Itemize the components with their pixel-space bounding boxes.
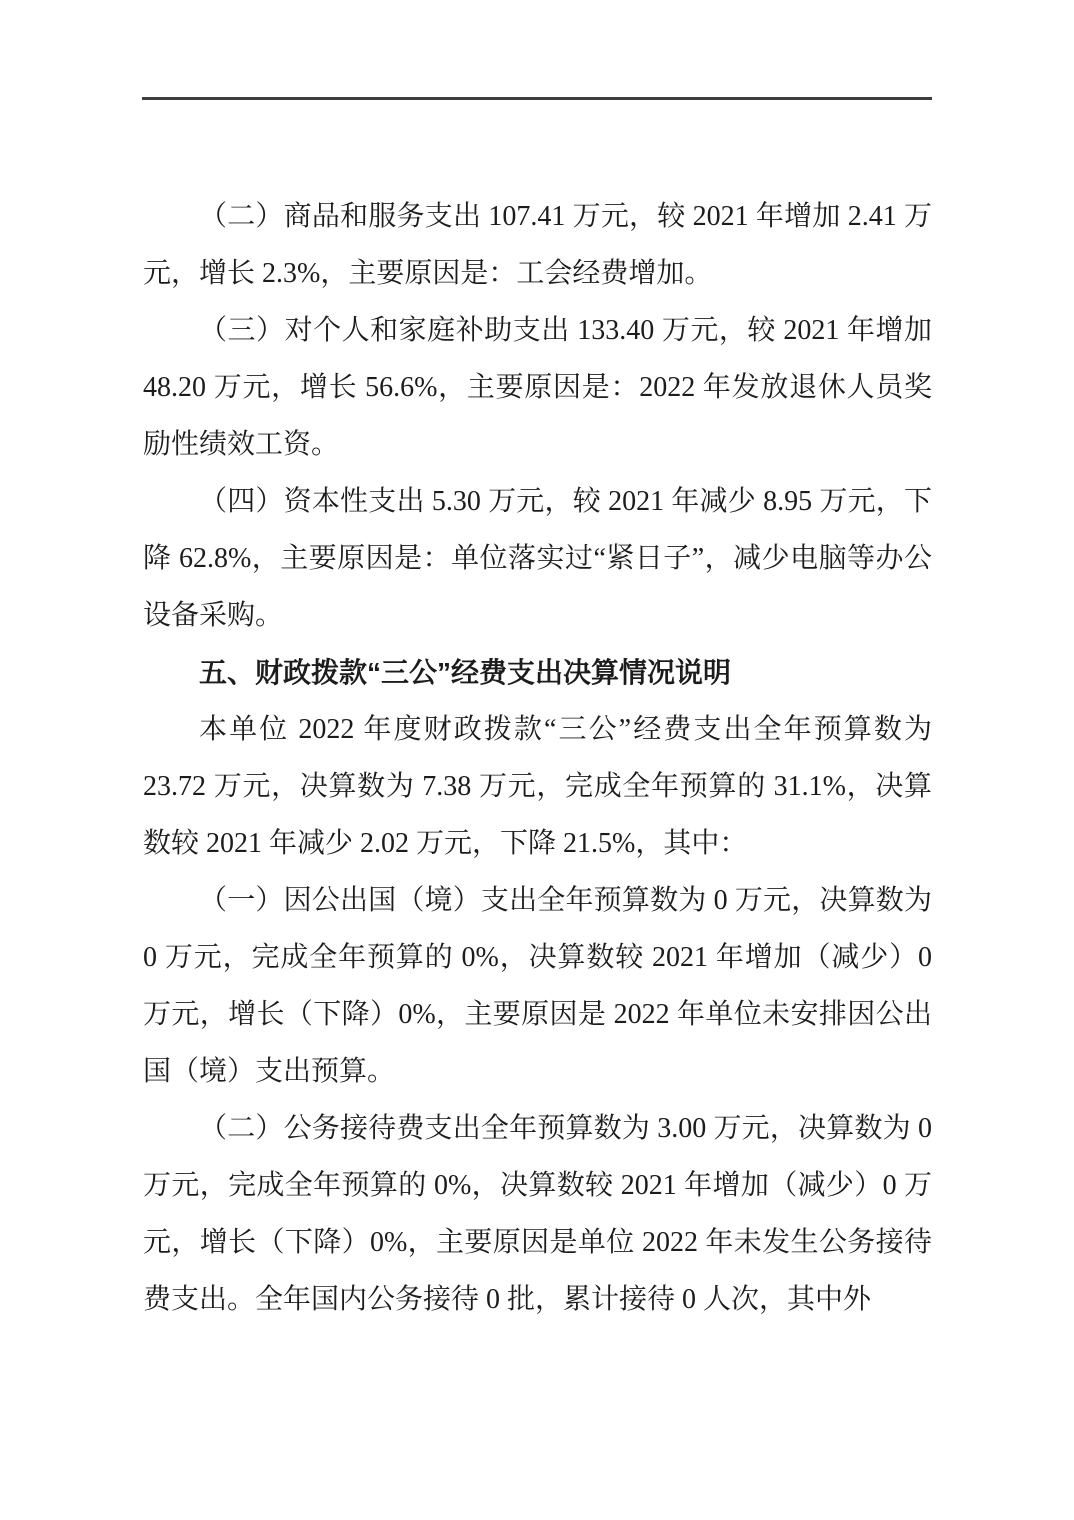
header-rule — [142, 97, 932, 100]
section-heading: 五、财政拨款“三公”经费支出决算情况说明 — [199, 657, 732, 688]
paragraph: （二）商品和服务支出 107.41 万元，较 2021 年增加 2.41 万元，增长 2.3%，主要原因是：工会经费增加。 — [143, 201, 932, 289]
paragraph: 本单位 2022 年度财政拨款“三公”经费支出全年预算数为 23.72 万元，决算数为 7.38 万元，完成全年预算的 31.1%，决算数较 2021 年减少 2.02 万元，下降 21.5%，其中： — [143, 714, 932, 859]
document-body — [143, 188, 932, 1328]
paragraph: （三）对个人和家庭补助支出 133.40 万元，较 2021 年增加 48.20 万元，增长 56.6%，主要原因是：2022 年发放退休人员奖励性绩效工资。 — [143, 315, 932, 460]
paragraph: （一）因公出国（境）支出全年预算数为 0 万元，决算数为 0 万元，完成全年预算的 0%，决算数较 2021 年增加（减少）0 万元，增长（下降）0%，主要原因是 2022 年单位未安排因公出国（境）支出预算。 — [143, 885, 932, 1087]
paragraph: （四）资本性支出 5.30 万元，较 2021 年减少 8.95 万元，下降 62.8%，主要原因是：单位落实过“紧日子”，减少电脑等办公设备采购。 — [143, 486, 932, 631]
paragraph: （二）公务接待费支出全年预算数为 3.00 万元，决算数为 0 万元，完成全年预算的 0%，决算数较 2021 年增加（减少）0 万元，增长（下降）0%，主要原因是单位 2022 年未发生公务接待费支出。全年国内公务接待 0 批，累计接待 0 人次，其中外 — [143, 1113, 932, 1315]
